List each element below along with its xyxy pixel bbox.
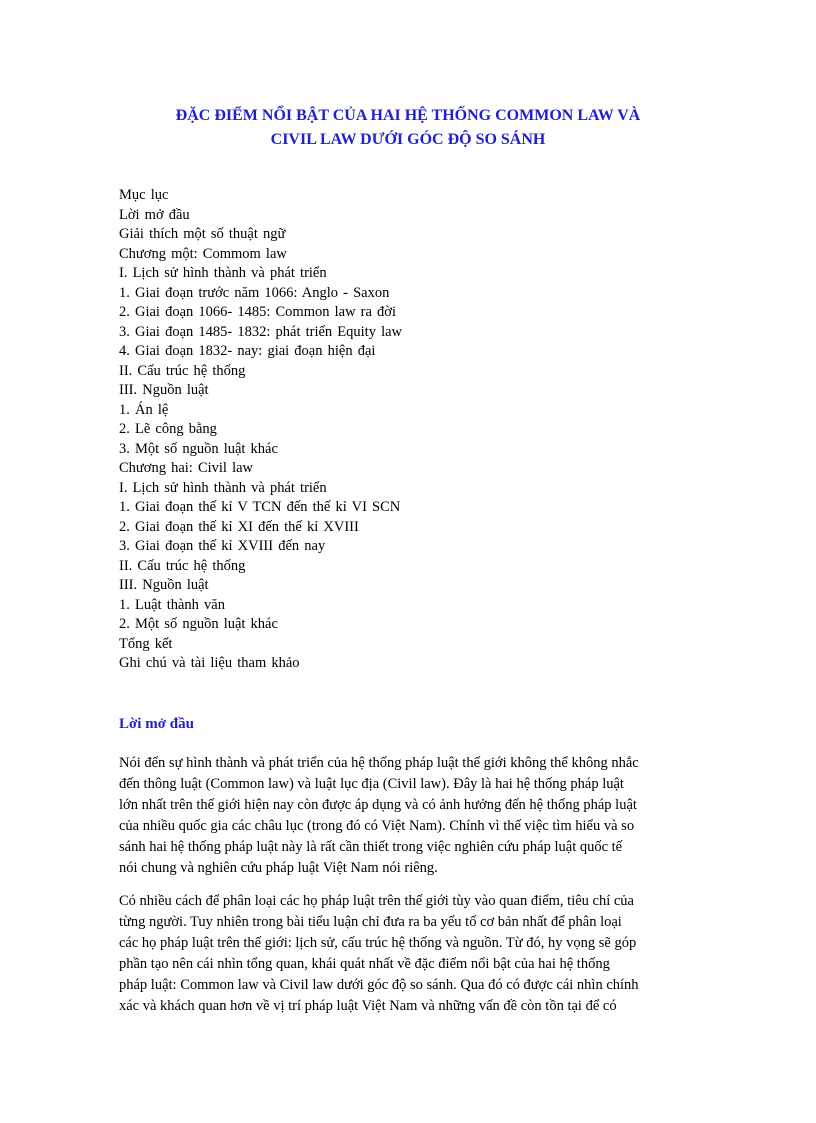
toc-item: Lời mở đầu xyxy=(119,206,190,223)
document-title-line-2: CIVIL LAW DƯỚI GÓC ĐỘ SO SÁNH xyxy=(270,131,546,148)
paragraph-line: nói chung và nghiên cứu pháp luật Việt Nam nói riêng. xyxy=(119,860,438,876)
toc-item: 1. Án lệ xyxy=(119,401,169,418)
toc-item: Giải thích một số thuật ngữ xyxy=(119,226,286,242)
toc-item: 1. Giai đoạn thế kỉ V TCN đến thế kỉ VI SCN xyxy=(119,499,401,515)
toc-item: 3. Một số nguồn luật khác xyxy=(119,440,278,457)
toc-item: 1. Luật thành văn xyxy=(119,596,225,613)
paragraph-line: phần tạo nên cái nhìn tổng quan, khái quát nhất về đặc điểm nổi bật của hai hệ thống xyxy=(119,956,610,972)
paragraph-line: đến thông luật (Common law) và luật lục địa (Civil law). Đây là hai hệ thống pháp luật xyxy=(119,776,624,792)
document-title xyxy=(100,104,716,152)
paragraph-line: sánh hai hệ thống pháp luật này là rất cần thiết trong việc nghiên cứu pháp luật quốc tế xyxy=(119,839,623,855)
paragraph-line: của nhiều quốc gia các châu lục (trong đó có Việt Nam). Chính vì thế việc tìm hiểu và so xyxy=(119,818,635,834)
toc-item: Ghi chú và tài liệu tham khảo xyxy=(119,655,300,671)
toc-item: 3. Giai đoạn 1485- 1832: phát triển Equity law xyxy=(119,323,403,340)
paragraph-line: Có nhiều cách để phân loại các họ pháp luật trên thế giới tùy vào quan điểm, tiêu chí của xyxy=(119,893,634,909)
toc-item: II. Cấu trúc hệ thống xyxy=(119,557,246,574)
toc-item: 2. Lẽ công bằng xyxy=(119,421,217,437)
toc-item: 3. Giai đoạn thế kỉ XVIII đến nay xyxy=(119,538,326,554)
toc-item: 2. Giai đoạn 1066- 1485: Common law ra đời xyxy=(119,304,397,320)
toc-item: Mục lục xyxy=(119,187,169,203)
toc-item: Chương một: Commom law xyxy=(119,245,287,262)
paragraph-line: từng người. Tuy nhiên trong bài tiểu luận chỉ đưa ra ba yếu tố cơ bản nhất để phân loại xyxy=(119,914,622,930)
paragraph-line: lớn nhất trên thế giới hiện nay còn được áp dụng và có ảnh hưởng đến hệ thống pháp luật xyxy=(119,797,637,813)
toc-item: 2. Giai đoạn thế kỉ XI đến thế kỉ XVIII xyxy=(119,518,359,535)
paragraph-line: Nói đến sự hình thành và phát triển của hệ thống pháp luật thế giới không thể không nhắc xyxy=(119,755,639,771)
toc-item: 4. Giai đoạn 1832- nay: giai đoạn hiện đại xyxy=(119,343,376,359)
toc-item: II. Cấu trúc hệ thống xyxy=(119,362,246,379)
toc-item: 2. Một số nguồn luật khác xyxy=(119,616,278,632)
paragraph-line: xác và khách quan hơn về vị trí pháp luật Việt Nam và những vấn đề còn tồn tại để có xyxy=(119,998,617,1014)
section-heading-introduction: Lời mở đầu xyxy=(119,716,194,732)
table-of-contents xyxy=(119,186,402,674)
toc-item: 1. Giai đoạn trước năm 1066: Anglo - Saxon xyxy=(119,284,390,301)
toc-item: III. Nguồn luật xyxy=(119,382,209,398)
toc-item: I. Lịch sử hình thành và phát triển xyxy=(119,479,327,496)
paragraph-line: pháp luật: Common law và Civil law dưới góc độ so sánh. Qua đó có được cái nhìn chính xyxy=(119,977,639,993)
document-title-line-1: ĐẶC ĐIỂM NỔI BẬT CỦA HAI HỆ THỐNG COMMON LAW VÀ xyxy=(175,107,641,124)
paragraph-line: các họ pháp luật trên thế giới: lịch sử, cấu trúc hệ thống và nguồn. Từ đó, hy vọng sẽ góp xyxy=(119,935,637,951)
toc-item: I. Lịch sử hình thành và phát triển xyxy=(119,265,327,281)
toc-item: III. Nguồn luật xyxy=(119,577,209,593)
toc-item: Chương hai: Civil law xyxy=(119,460,254,476)
toc-item: Tổng kết xyxy=(119,635,173,652)
intro-paragraph-2 xyxy=(119,891,719,1017)
intro-paragraph-1 xyxy=(119,753,719,879)
